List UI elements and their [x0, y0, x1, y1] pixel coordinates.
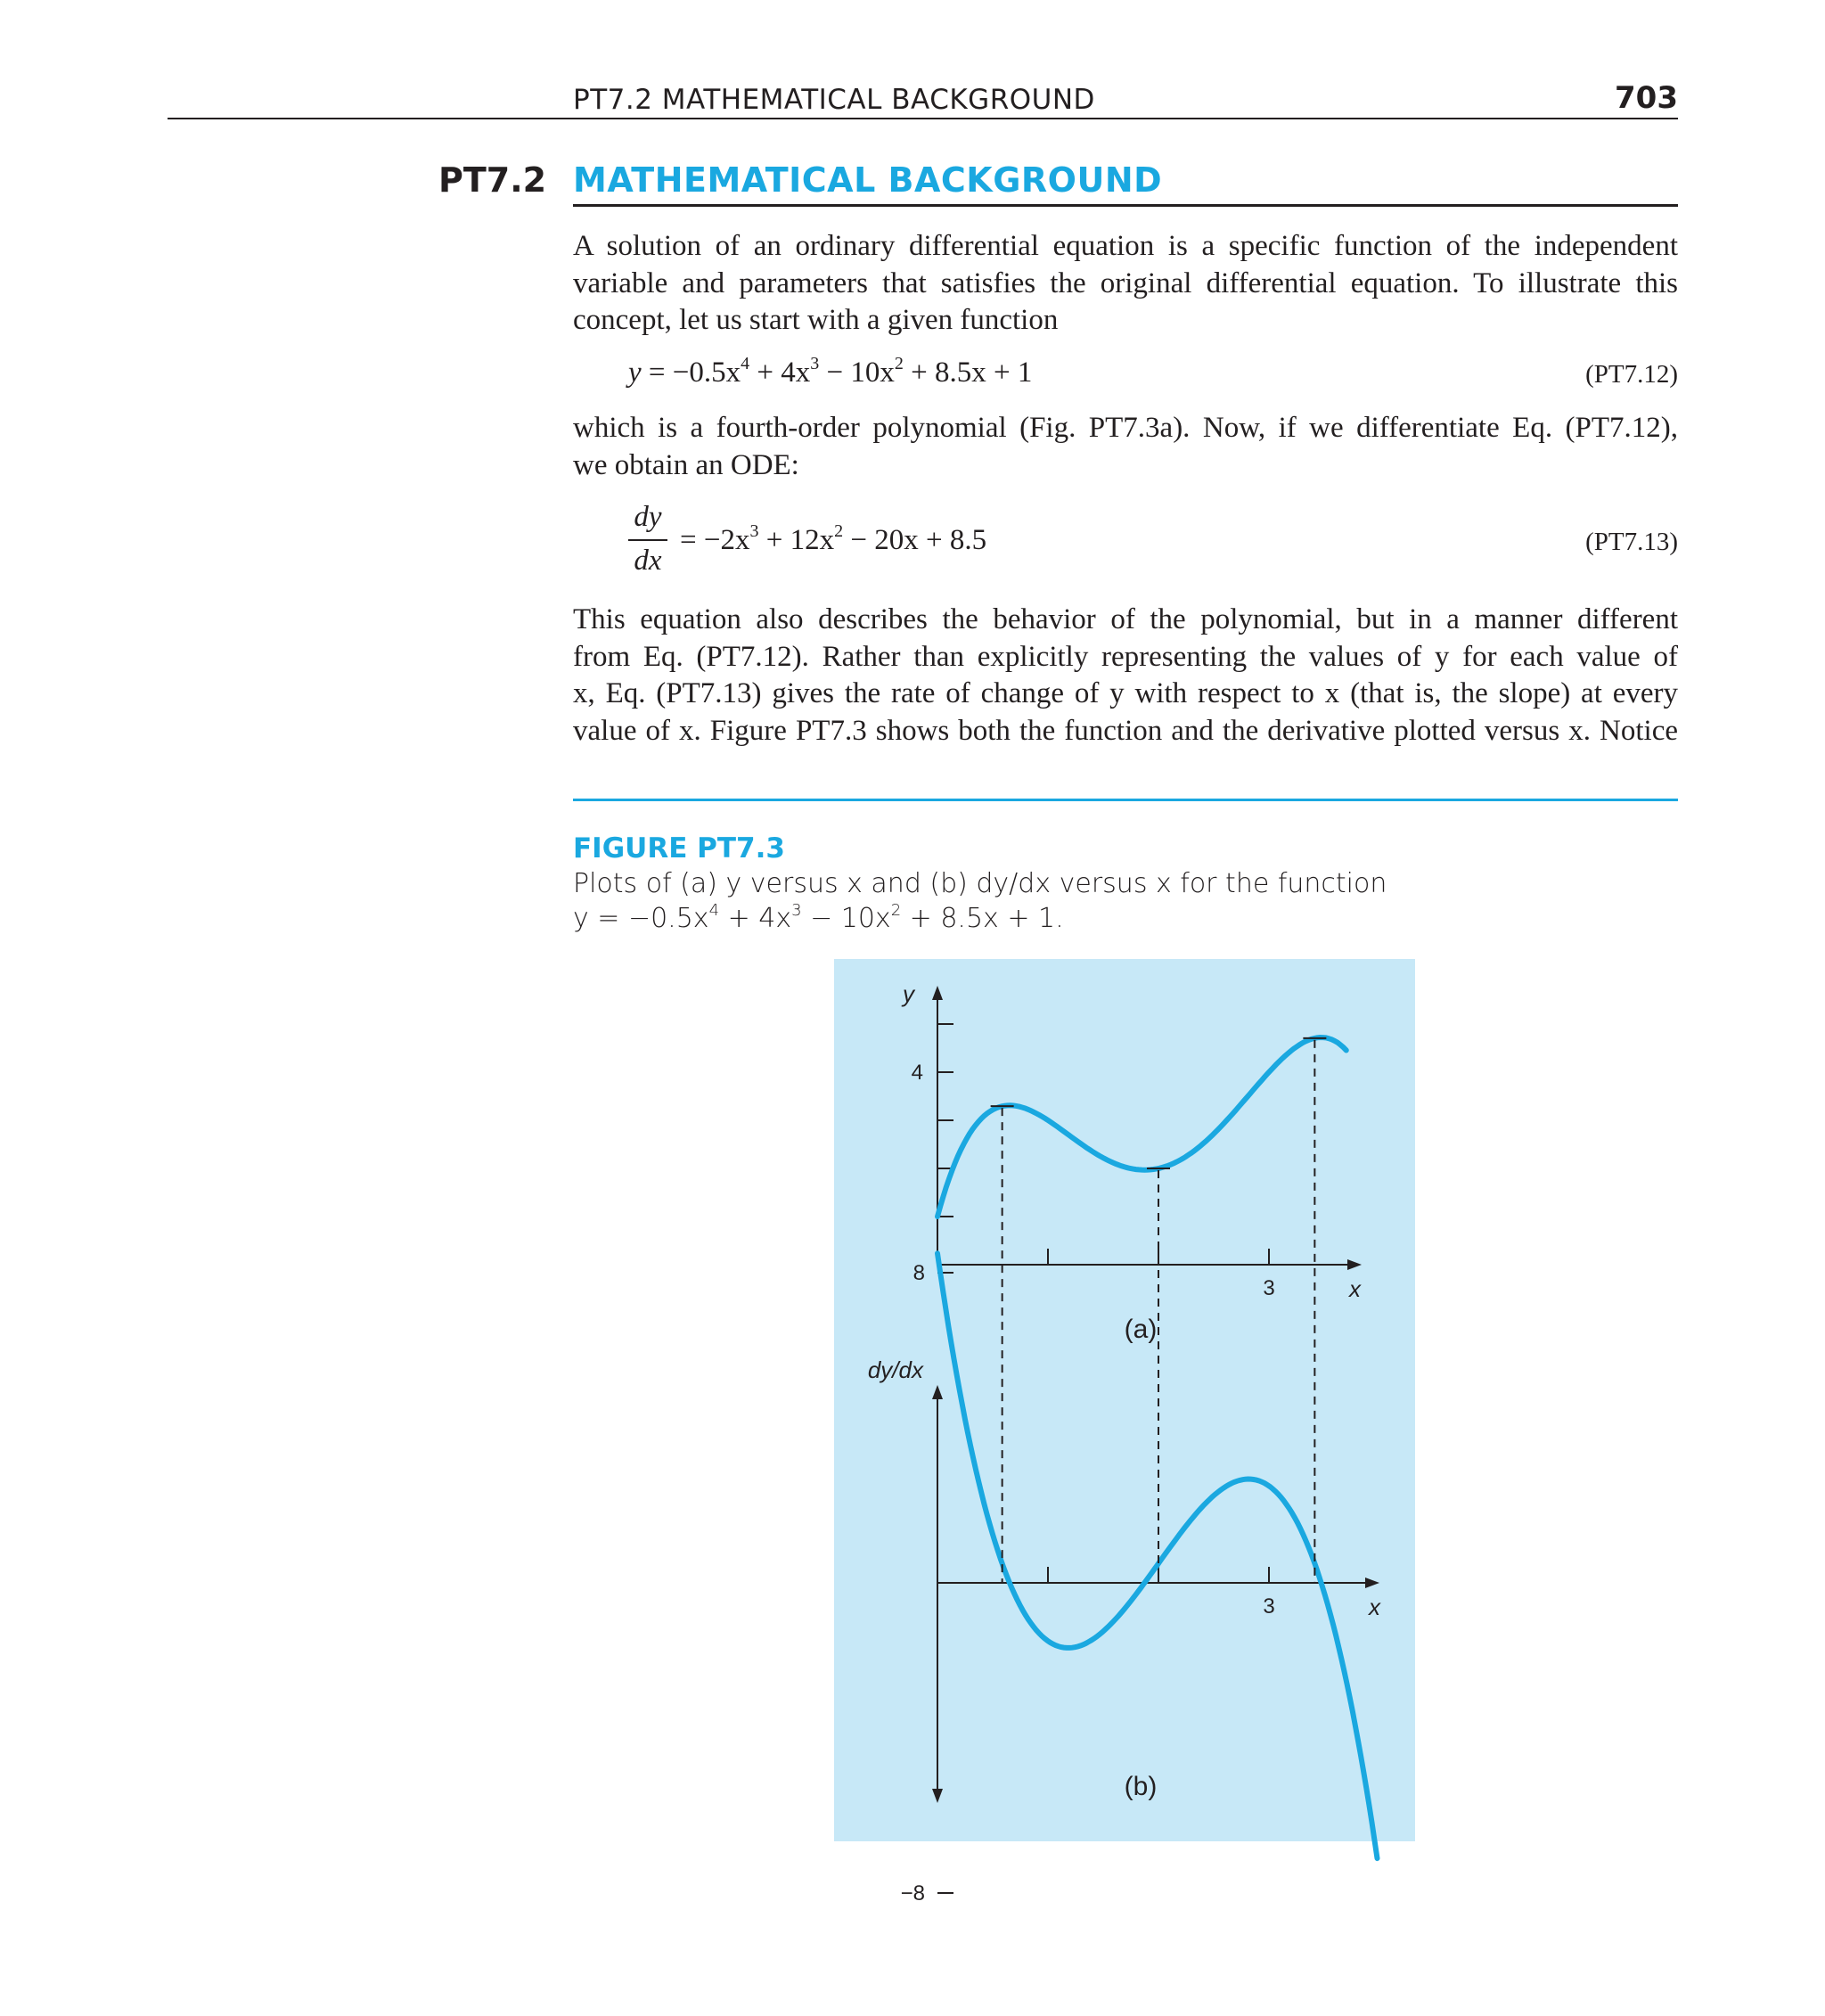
y-axis-arrow-a [932, 986, 943, 1000]
fraction-numerator: dy [634, 501, 662, 533]
running-head [168, 71, 1678, 119]
y-tick-label-b: −8 [900, 1881, 925, 1905]
curve-b [937, 1253, 1378, 1858]
eq-exponent: 4 [741, 354, 750, 373]
y-axis-arrow-down-b [932, 1789, 943, 1803]
x-tick-label-b: 3 [1263, 1594, 1275, 1619]
x-axis-label-b: x [1369, 1594, 1380, 1620]
equation-body [680, 521, 987, 557]
eq-term: + 4x [749, 356, 811, 389]
curve-a [937, 1037, 1346, 1217]
panel-label-b: (b) [1124, 1772, 1158, 1801]
paragraph-1 [573, 228, 1678, 340]
x-axis-arrow-b [1365, 1578, 1379, 1588]
caption-exponent: 3 [791, 901, 802, 920]
equation-pt7-12 [573, 356, 1678, 396]
page-number: 703 [1615, 80, 1678, 116]
paragraph-line: x, Eq. (PT7.13) gives the rate of change of y with respect to x (that is, the slope) at every [573, 677, 1678, 709]
eq-lhs: y [628, 356, 642, 389]
equation-pt7-13 [573, 501, 1678, 586]
figure-panel [834, 959, 1415, 1905]
paragraph-line: concept, let us start with a given function [573, 304, 1059, 336]
x-axis-label-a: x [1349, 1275, 1361, 1302]
y-tick-label-a: 4 [911, 1061, 923, 1085]
eq-term: = −2x [680, 524, 750, 556]
derivative-fraction [628, 501, 667, 578]
fraction-bar [628, 539, 667, 541]
caption-term: + 8.5x + 1. [901, 903, 1064, 934]
figure-label: FIGURE PT7.3 [573, 832, 785, 865]
paragraph-line: This equation also describes the behavior of the polynomial, but in a manner different [573, 603, 1678, 635]
eq-term: − 10x [819, 356, 895, 389]
section-title: MATHEMATICAL BACKGROUND [573, 160, 1163, 200]
eq-term: + 12x [758, 524, 835, 556]
eq-exponent: 2 [834, 521, 844, 541]
caption-exponent: 2 [890, 901, 902, 920]
figure-caption [573, 866, 1387, 936]
eq-exponent: 2 [894, 354, 904, 373]
paragraph-line: from Eq. (PT7.12). Rather than explicitly representing the values of y for each value of [573, 640, 1678, 673]
panel-label-a: (a) [1124, 1315, 1158, 1344]
paragraph-2 [573, 410, 1678, 484]
paragraph-line: which is a fourth-order polynomial (Fig. PT7.3a). Now, if we differentiate Eq. (PT7.12), [573, 412, 1678, 444]
x-axis-arrow-a [1347, 1259, 1362, 1270]
eq-term: − 20x + 8.5 [843, 524, 987, 556]
figure-rule [573, 799, 1678, 801]
caption-line: Plots of (a) y versus x and (b) dy/dx versus x for the function [573, 868, 1387, 899]
eq-term: = −0.5x [648, 356, 741, 389]
x-tick-label-a: 3 [1263, 1276, 1275, 1300]
section-number: PT7.2 [438, 160, 547, 200]
caption-term: + 4x [719, 903, 792, 934]
y-axis-arrow-up-b [932, 1385, 943, 1399]
y-tick-label-b: 8 [912, 1261, 925, 1285]
paragraph-line: value of x. Figure PT7.3 shows both the function and the derivative plotted versus x. Notice [573, 714, 1678, 747]
figure-plots [834, 959, 1415, 1905]
caption-line [573, 901, 1387, 936]
caption-term: − 10x [801, 903, 891, 934]
paragraph-line: variable and parameters that satisfies the original differential equation. To illustrate this [573, 266, 1678, 299]
caption-term: y = −0.5x [573, 903, 709, 934]
eq-exponent: 3 [810, 354, 820, 373]
caption-exponent: 4 [708, 901, 720, 920]
paragraph-line: we obtain an ODE: [573, 448, 799, 481]
fraction-denominator: dx [634, 545, 662, 577]
equation-body [628, 356, 1032, 389]
equation-number: (PT7.12) [1585, 360, 1678, 389]
eq-exponent: 3 [749, 521, 759, 541]
y-axis-label-a: y [903, 980, 914, 1007]
y-axis-label-b: dy/dx [867, 1356, 923, 1383]
running-head-title: PT7.2 MATHEMATICAL BACKGROUND [573, 84, 1095, 116]
eq-term: + 8.5x + 1 [903, 356, 1033, 389]
equation-number: (PT7.13) [1585, 528, 1678, 556]
paragraph-line: A solution of an ordinary differential equation is a specific function of the independent [573, 230, 1678, 262]
paragraph-3 [573, 602, 1678, 750]
section-rule [573, 204, 1678, 207]
